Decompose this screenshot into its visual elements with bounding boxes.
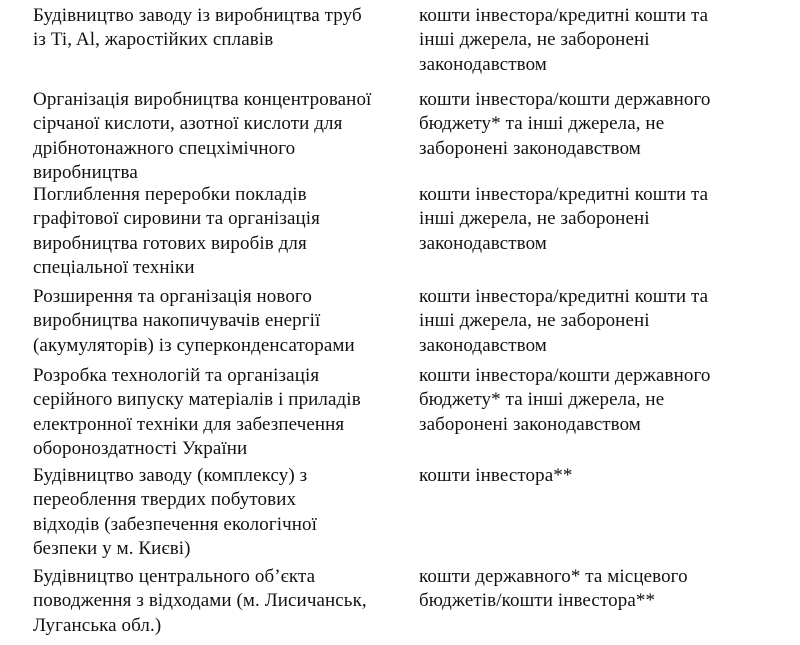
project-name: Розробка технологій та організація серійного випуску матеріалів і приладів електронної техніки для забезпечення обороноздатності України <box>33 365 361 460</box>
funding-source: кошти інвестора** <box>419 465 573 486</box>
funding-source: кошти інвестора/кошти державного бюджету* та інші джерела, не заборонені законодавством <box>419 89 711 159</box>
project-name: Поглиблення переробки покладів графітової сировини та організація виробництва готових виробів для спеціальної техніки <box>33 184 320 279</box>
funding-source: кошти інвестора/кредитні кошти та інші джерела, не заборонені законодавством <box>419 184 709 254</box>
project-name: Організація виробництва концентрованої сірчаної кислоти, азотної кислоти для дрібнотонажного спецхімічного виробництва <box>33 89 372 184</box>
project-name: Розширення та організація нового виробництва накопичувачів енергії (акумуляторів) із суперконденсаторами <box>33 286 355 356</box>
funding-source: кошти інвестора/кредитні кошти та інші джерела, не заборонені законодавством <box>419 5 709 75</box>
project-name: Будівництво центрального об’єкта поводження з відходами (м. Лисичанськ, Луганська обл.) <box>33 566 367 636</box>
project-name: Будівництво заводу із виробництва труб із Ti, Al, жаростійких сплавів <box>33 5 362 51</box>
funding-source: кошти інвестора/кошти державного бюджету* та інші джерела, не заборонені законодавством <box>419 365 711 435</box>
project-name: Будівництво заводу (комплексу) з переоблення твердих побутових відходів (забезпечення екологічної безпеки у м. Києві) <box>33 465 318 560</box>
funding-source: кошти державного* та місцевого бюджетів/кошти інвестора** <box>419 566 688 612</box>
funding-source: кошти інвестора/кредитні кошти та інші джерела, не заборонені законодавством <box>419 286 709 356</box>
